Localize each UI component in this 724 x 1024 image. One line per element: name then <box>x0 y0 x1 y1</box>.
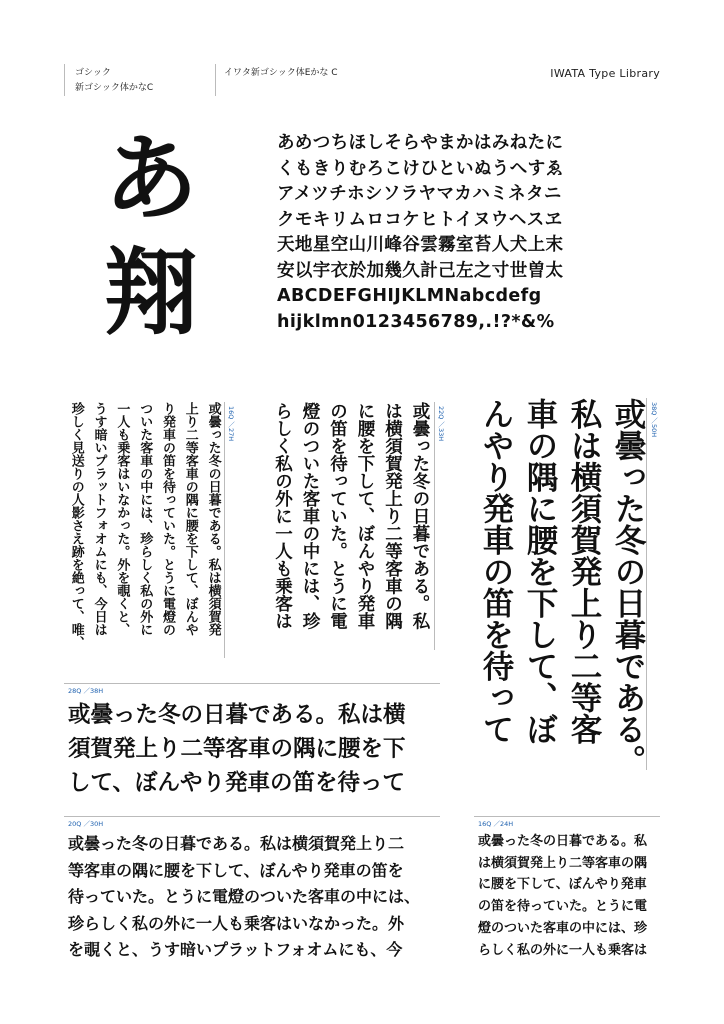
horizontal-line: して、ぼんやり発車の笛を待って <box>68 770 406 796</box>
vertical-line: に腰を下して、ぼんやり発車 <box>355 402 375 630</box>
header-divider-middle <box>215 64 216 96</box>
size-tag-38q: 38Q ／50H <box>650 402 658 438</box>
horizontal-line: を覗くと、うす暗いプラットフォオムにも、今 <box>68 940 403 959</box>
vertical-line: り発車の笛を待っていた。とうに電燈の <box>159 402 175 636</box>
vertical-line: 一人も乗客はいなかった。外を覗くと、 <box>114 402 130 636</box>
charset-line: 天地星空山川峰谷雲霧室苔人犬上末 <box>277 235 564 255</box>
horizontal-line: は横須賀発上り二等客車の隅 <box>478 855 648 871</box>
size-divider-16q-vertical <box>224 402 225 658</box>
vertical-line: 或曇った冬の日暮である。 <box>610 398 646 776</box>
hero-glyph-a: あ <box>104 125 197 234</box>
hero-glyph-sho: 翔 <box>104 239 197 348</box>
vertical-line: 車の隅に腰を下して、ぼ <box>522 398 558 745</box>
charset-line: アメツチホシソラヤマカハミネタニ <box>277 184 562 204</box>
charset-line: 安以宇衣於加幾久計己左之寸世曽太 <box>277 260 564 281</box>
horizontal-line: 或曇った冬の日暮である。私は横須賀発上り二 <box>68 834 405 853</box>
vertical-sample-22q <box>268 402 433 654</box>
horizontal-line: 須賀発上り二等客車の隅に腰を下 <box>68 736 406 762</box>
charset-line: くもきりむろこけひといぬうへすゑ <box>277 158 564 179</box>
vertical-line: 燈のついた客車の中には、珍 <box>300 402 320 630</box>
horizontal-line: らしく私の外に一人も乗客は <box>478 942 648 958</box>
charset-line: クモキリムロコケヒトイヌウヘスヱ <box>277 209 563 230</box>
size-divider-20q <box>64 816 440 817</box>
horizontal-line: 珍らしく私の外に一人も乗客はいなかった。外 <box>68 913 405 933</box>
font-category-primary: ゴシック <box>75 68 111 78</box>
header-divider-left <box>64 64 65 96</box>
vertical-line: んやり発車の笛を待って <box>478 398 514 745</box>
horizontal-line: 或曇った冬の日暮である。私 <box>478 834 648 849</box>
font-name: イワタ新ゴシック体Eかな C <box>224 68 338 78</box>
horizontal-line: に腰を下して、ぼんやり発車 <box>478 877 647 893</box>
size-tag-16q-vertical: 16Q ／27H <box>227 406 235 442</box>
size-divider-28q <box>64 683 440 684</box>
horizontal-line: の笛を待っていた。とうに電 <box>478 899 648 915</box>
font-category-secondary: 新ゴシック体かなC <box>75 83 154 93</box>
vertical-line: ついた客車の中には、珍らしく私の外に <box>137 402 153 636</box>
vertical-line: 珍しく見送りの人影さえ跡を絶って、唯、 <box>68 402 84 649</box>
size-tag-20q: 20Q ／30H <box>68 820 104 828</box>
size-tag-28q: 28Q ／38H <box>68 687 104 695</box>
horizontal-sample-20q <box>68 831 420 964</box>
vertical-line: は横須賀発上り二等客車の隅 <box>382 402 403 630</box>
vertical-line: の笛を待っていた。とうに電 <box>327 402 348 630</box>
horizontal-sample-28q <box>68 698 406 800</box>
horizontal-line: 待っていた。とうに電燈のついた客車の中には、 <box>68 887 421 906</box>
character-set <box>277 131 563 335</box>
charset-line: hijklmn0123456789,.!?*&% <box>277 311 555 332</box>
charset-line: ABCDEFGHIJKLMNabcdefg <box>277 286 542 306</box>
vertical-line: 或曇った冬の日暮である。私は横須賀発 <box>205 402 221 636</box>
horizontal-line: 燈のついた客車の中には、珍 <box>478 920 648 936</box>
size-tag-16q-horizontal: 16Q ／24H <box>478 820 514 828</box>
charset-line: あめつちほしそらやまかはみねたに <box>277 133 564 153</box>
horizontal-line: 或曇った冬の日暮である。私は横 <box>68 702 406 728</box>
vertical-line: 上り二等客車の隅に腰を下して、ぼんや <box>182 402 198 636</box>
size-divider-16q-horizontal <box>474 816 660 817</box>
vertical-sample-16q <box>64 402 224 662</box>
vertical-sample-38q <box>474 398 650 778</box>
horizontal-sample-16q <box>478 831 647 961</box>
horizontal-line: 等客車の隅に腰を下して、ぼんやり発車の笛を <box>68 860 404 880</box>
brand-label: IWATA Type Library <box>550 67 660 80</box>
size-tag-22q: 22Q ／33H <box>437 406 445 442</box>
vertical-line: 私は横須賀発上り二等客 <box>566 398 602 745</box>
font-category <box>75 66 153 96</box>
vertical-line: うす暗いプラットフォオムにも、今日は <box>91 402 107 636</box>
vertical-line: 或曇った冬の日暮である。私 <box>410 402 430 630</box>
size-divider-22q <box>434 402 435 650</box>
vertical-line: らしく私の外に一人も乗客は <box>272 402 293 630</box>
